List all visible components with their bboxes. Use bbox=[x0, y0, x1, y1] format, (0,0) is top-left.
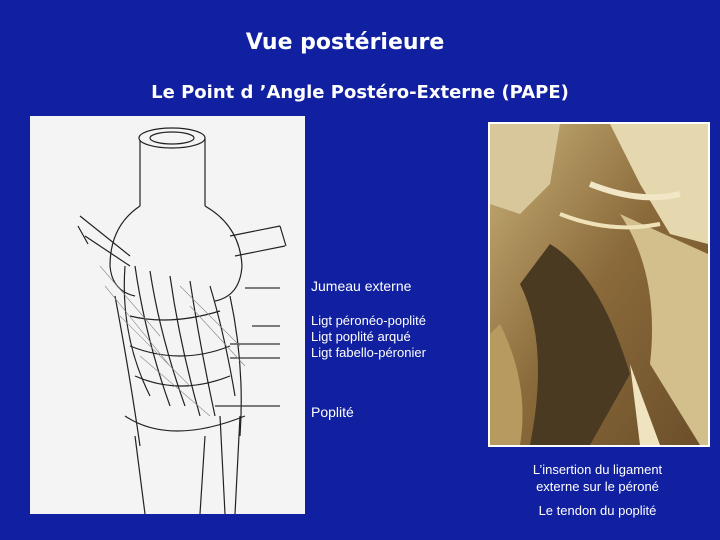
label-jumeau-externe: Jumeau externe bbox=[311, 278, 412, 294]
caption-insertion bbox=[500, 461, 695, 495]
anatomy-photo bbox=[488, 122, 710, 447]
slide-title: Vue postérieure bbox=[245, 30, 445, 55]
label-ligt-poplite-arque: Ligt poplité arqué bbox=[311, 329, 411, 344]
label-poplite: Poplité bbox=[311, 404, 354, 420]
dissection-image bbox=[490, 124, 708, 445]
caption-insertion-line2: externe sur le péroné bbox=[536, 479, 659, 494]
label-ligt-peroneo-poplite: Ligt péronéo-poplité bbox=[311, 313, 426, 328]
knee-sketch bbox=[30, 116, 305, 514]
label-ligt-fabello-peronier: Ligt fabello-péronier bbox=[311, 345, 426, 360]
caption-insertion-line1: L’insertion du ligament bbox=[532, 462, 663, 477]
caption-tendon: Le tendon du poplité bbox=[538, 503, 657, 518]
slide-subtitle: Le Point d ’Angle Postéro-Externe (PAPE) bbox=[151, 82, 569, 103]
anatomy-drawing bbox=[30, 116, 305, 514]
